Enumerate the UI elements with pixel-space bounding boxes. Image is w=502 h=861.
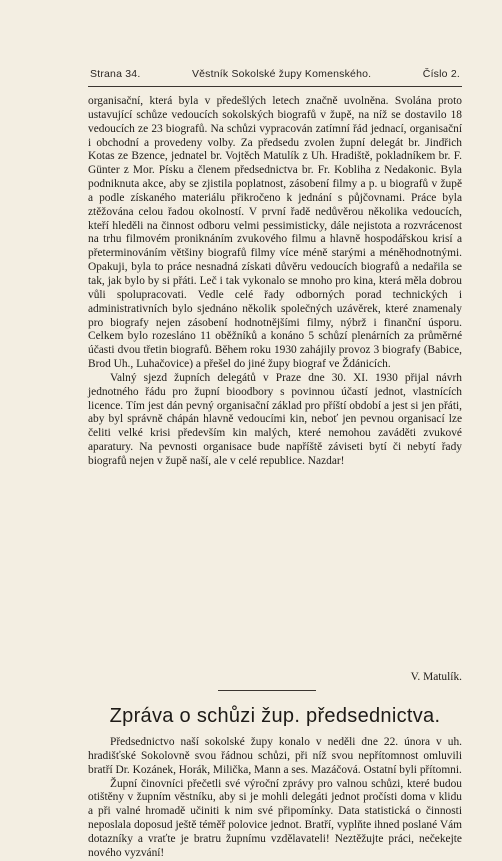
article-2-paragraph-2: Župní činovníci přečetli své výroční zprávy pro valnou schůzi, které budou otištěny v župním věstníku, aby si je mohli delegáti jednot pročísti doma v klidu a při valné hromadě učiniti k nim své připomínky. Data statistická o činnosti neposlala doposud ještě téměř polovice jednot. Bratří, vyplňte ihned poslané Vám dotazníky a vraťte je bratru župnímu vzdělavateli! Neztěžujte práci, nečekejte nového vyzvání! xyxy=(88,777,462,859)
article-1-paragraph-2: Valný sjezd župních delegátů v Praze dne 30. XI. 1930 přijal návrh jednotného řádu pro župní bioodbory s povinnou účastí jednot, vlastnících licence. Tím jest dán pevný organisační základ pro příští období a jest si jen přáti, aby byl správně chápán hlavně vedoucími kin, neboť jen pevnou organisací lze čeliti velké krisi především kin malých, které nemohou zaváděti zvukové aparatury. Na pevnosti organisace bude napříště záviseti bytí či nebytí řady biografů nejen v župě naší, ale v celé republice. Nazdar! xyxy=(88,371,462,467)
section-divider xyxy=(218,690,316,691)
article-1-body xyxy=(88,95,462,469)
journal-title: Věstník Sokolské župy Komenského. xyxy=(191,68,372,80)
article-2-title: Zpráva o schůzi žup. předsednictva. xyxy=(109,705,441,727)
page-number: Strana 34. xyxy=(90,68,141,80)
article-2-paragraph-1: Předsednictvo naší sokolské župy konalo v neděli dne 22. února v uh. hradišťské Sokolovně svou řádnou schůzi, při níž svou nepřítomnost omluvili bratří Dr. Kozánek, Horák, Milička, Mann a ses. Mazáčová. Ostatní byli přítomni. xyxy=(88,736,462,776)
header-rule xyxy=(88,86,462,87)
article-2-body xyxy=(88,736,462,861)
issue-number: Číslo 2. xyxy=(422,68,460,80)
article-1-paragraph-1: organisační, která byla v předešlých letech značně uvolněna. Svolána proto ustavující schůze vedoucích sokolských biografů v župě, na níž se dostavilo 18 vedoucích ze 23 biografů. Na schůzi vypracován zatímní řád jednací, organisační i obchodní a provedeny volby. Za předsedu zvolen župní delegát br. Jindřich Kotas ze Bzence, jednatel br. Vojtěch Matulík z Uh. Hradiště, pokladníkem br. F. Günter z Mor. Písku a členem předsednictva br. Fr. Kobliha z Nedakonic. Byla podniknuta akce, aby se zjistila poplatnost, zásobení filmy a p. u biografů v župě a podle získaného materiálu přikročeno k jednání s půjčovnami. Práce byla ztěžována celou řadou okolností. V první řadě nedůvěrou několika vedoucích, kteří hleděli na činnost odboru velmi pessimisticky, dále nejistota a rozvrácenost na trhu filmovém proniknáním zvukového filmu a hlavně hospodářskou krisí a přeterminováním většiny biografů filmy více méně starými a méněhodnotnými. Opakuji, byla to práce nesnadná získati důvěru vedoucích biografů a nedařila se tak, jak bylo by si přáti. Leč i tak vykonalo se mnoho pro kina, která měla dobrou vůli spolupracovati. Vedle celé řady odborných porad technických i administrativních bylo sjednáno několik společných uzávěrek, které znamenaly pro biografy nejen zásobení hodnotnějšími filmy, nýbrž i finanční úsporu. Celkem bylo rozesláno 11 oběžníků a konáno 5 schůzí plenárních za průměrné účasti dvou třetin biografů. Během roku 1930 zahájily provoz 3 biografy (Babice, Brod Uh., Luhačovice) a přešel do jiné župy biograf ve Ždánicích. xyxy=(88,95,462,371)
article-1-signature: V. Matulík. xyxy=(410,671,462,683)
running-header xyxy=(90,68,460,80)
